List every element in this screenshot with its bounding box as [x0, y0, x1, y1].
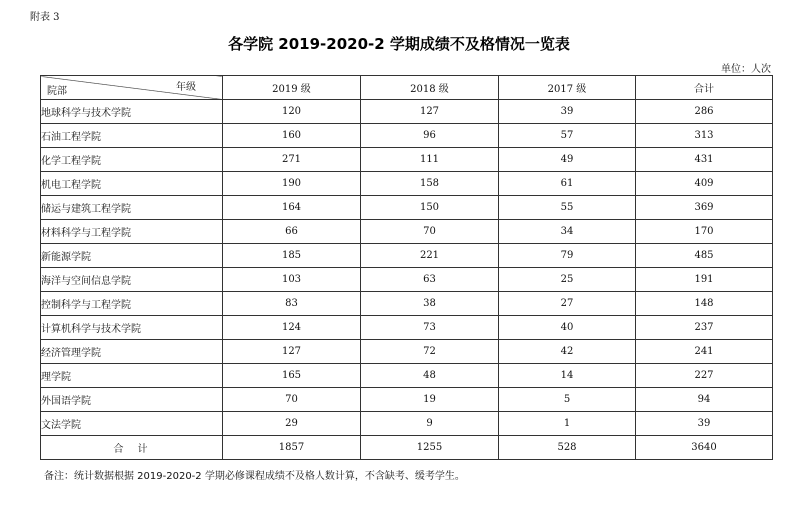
college-name-cell: 石油工程学院 [41, 124, 223, 148]
value-cell: 271 [223, 148, 361, 172]
college-name-cell: 新能源学院 [41, 244, 223, 268]
college-name-cell: 外国语学院 [41, 388, 223, 412]
value-cell: 39 [499, 100, 636, 124]
value-cell: 221 [361, 244, 499, 268]
total-row [41, 436, 773, 460]
column-header-2017: 2017 级 [499, 76, 636, 100]
value-cell: 409 [636, 172, 773, 196]
table-row [41, 316, 773, 340]
value-cell: 25 [499, 268, 636, 292]
column-header-2018: 2018 级 [361, 76, 499, 100]
column-header-total: 合计 [636, 76, 773, 100]
value-cell: 29 [223, 412, 361, 436]
college-name-cell: 控制科学与工程学院 [41, 292, 223, 316]
total-value-cell: 528 [499, 436, 636, 460]
table-row [41, 244, 773, 268]
table-row [41, 340, 773, 364]
value-cell: 103 [223, 268, 361, 292]
value-cell: 227 [636, 364, 773, 388]
value-cell: 27 [499, 292, 636, 316]
value-cell: 369 [636, 196, 773, 220]
value-cell: 79 [499, 244, 636, 268]
table-row [41, 412, 773, 436]
table-row [41, 100, 773, 124]
value-cell: 73 [361, 316, 499, 340]
total-value-cell: 3640 [636, 436, 773, 460]
table-row [41, 124, 773, 148]
college-name-cell: 理学院 [41, 364, 223, 388]
failure-table [40, 75, 773, 460]
college-name-cell: 文法学院 [41, 412, 223, 436]
college-header: 院部 [47, 86, 67, 97]
value-cell: 55 [499, 196, 636, 220]
value-cell: 63 [361, 268, 499, 292]
value-cell: 158 [361, 172, 499, 196]
value-cell: 57 [499, 124, 636, 148]
value-cell: 120 [223, 100, 361, 124]
college-name-cell: 计算机科学与技术学院 [41, 316, 223, 340]
value-cell: 70 [223, 388, 361, 412]
value-cell: 164 [223, 196, 361, 220]
value-cell: 94 [636, 388, 773, 412]
table-row [41, 388, 773, 412]
value-cell: 34 [499, 220, 636, 244]
value-cell: 313 [636, 124, 773, 148]
value-cell: 170 [636, 220, 773, 244]
value-cell: 96 [361, 124, 499, 148]
value-cell: 190 [223, 172, 361, 196]
value-cell: 39 [636, 412, 773, 436]
college-name-cell: 材料科学与工程学院 [41, 220, 223, 244]
value-cell: 72 [361, 340, 499, 364]
value-cell: 48 [361, 364, 499, 388]
value-cell: 38 [361, 292, 499, 316]
value-cell: 9 [361, 412, 499, 436]
value-cell: 49 [499, 148, 636, 172]
header-row [41, 76, 773, 100]
table-body [41, 100, 773, 460]
college-name-cell: 海洋与空间信息学院 [41, 268, 223, 292]
total-value-cell: 1857 [223, 436, 361, 460]
value-cell: 66 [223, 220, 361, 244]
value-cell: 286 [636, 100, 773, 124]
value-cell: 1 [499, 412, 636, 436]
college-name-cell: 机电工程学院 [41, 172, 223, 196]
value-cell: 83 [223, 292, 361, 316]
college-name-cell: 经济管理学院 [41, 340, 223, 364]
value-cell: 127 [223, 340, 361, 364]
value-cell: 40 [499, 316, 636, 340]
total-label-cell: 合 计 [41, 436, 223, 460]
unit-label: 单位：人次 [721, 64, 771, 75]
college-name-cell: 储运与建筑工程学院 [41, 196, 223, 220]
column-header-2019: 2019 级 [223, 76, 361, 100]
value-cell: 42 [499, 340, 636, 364]
page-title: 各学院 2019-2020-2 学期成绩不及格情况一览表 [228, 35, 570, 53]
value-cell: 111 [361, 148, 499, 172]
value-cell: 191 [636, 268, 773, 292]
table-row [41, 172, 773, 196]
table-row [41, 292, 773, 316]
value-cell: 19 [361, 388, 499, 412]
table-row [41, 196, 773, 220]
total-value-cell: 1255 [361, 436, 499, 460]
college-name-cell: 化学工程学院 [41, 148, 223, 172]
table-row [41, 364, 773, 388]
value-cell: 124 [223, 316, 361, 340]
table-row [41, 220, 773, 244]
value-cell: 150 [361, 196, 499, 220]
appendix-label: 附表 3 [30, 12, 60, 23]
table-row [41, 148, 773, 172]
value-cell: 237 [636, 316, 773, 340]
value-cell: 127 [361, 100, 499, 124]
value-cell: 70 [361, 220, 499, 244]
value-cell: 485 [636, 244, 773, 268]
value-cell: 165 [223, 364, 361, 388]
value-cell: 185 [223, 244, 361, 268]
corner-header [41, 76, 223, 100]
footnote: 备注：统计数据根据 2019-2020-2 学期必修课程成绩不及格人数计算，不含缺考、缓考学生。 [44, 471, 465, 482]
value-cell: 241 [636, 340, 773, 364]
table-row [41, 268, 773, 292]
college-name-cell: 地球科学与技术学院 [41, 100, 223, 124]
value-cell: 5 [499, 388, 636, 412]
value-cell: 61 [499, 172, 636, 196]
value-cell: 160 [223, 124, 361, 148]
value-cell: 14 [499, 364, 636, 388]
value-cell: 148 [636, 292, 773, 316]
value-cell: 431 [636, 148, 773, 172]
grade-header: 年级 [176, 82, 196, 93]
